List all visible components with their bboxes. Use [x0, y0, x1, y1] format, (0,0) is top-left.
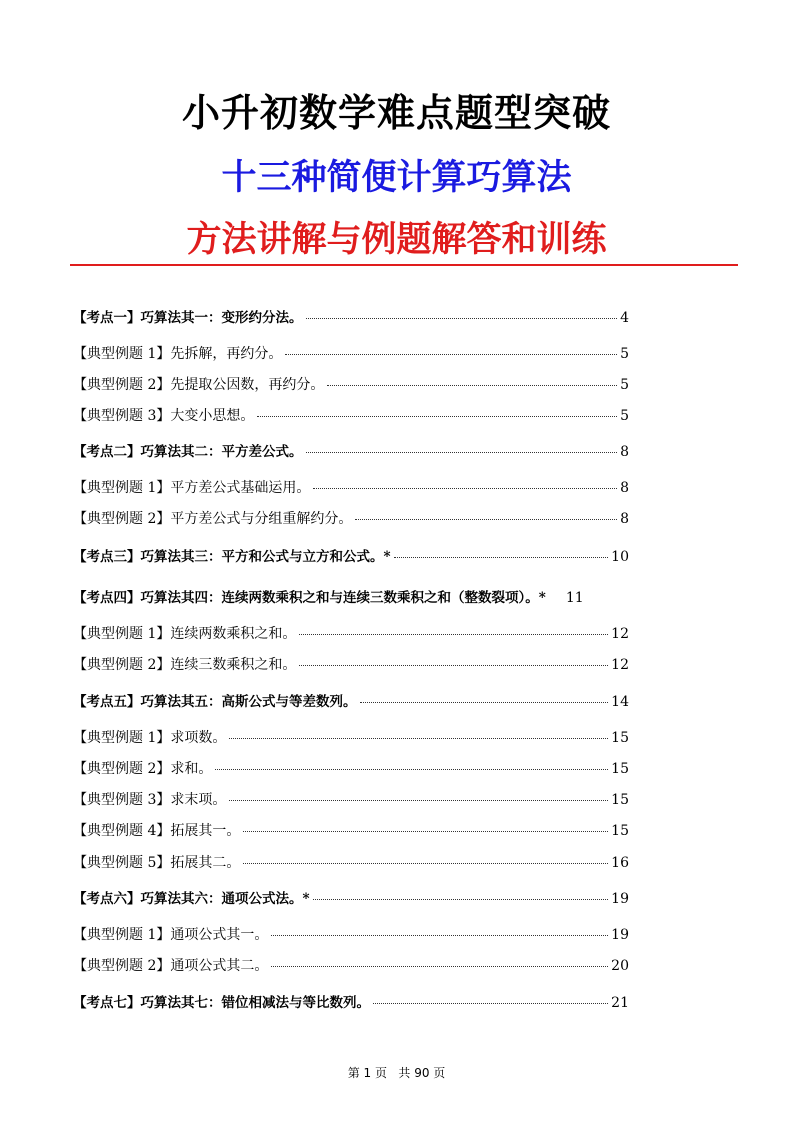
toc-entry-text: 【典型例题 4】拓展其一。 [73, 823, 241, 839]
toc-page-number: 8 [620, 444, 629, 460]
toc-leader-dots [285, 354, 617, 355]
toc-entry-text: 【考点二】巧算法其二：平方差公式。 [73, 444, 303, 460]
toc-page-number: 21 [611, 995, 629, 1011]
toc-leader-dots [215, 769, 608, 770]
toc-page-number: 5 [620, 408, 629, 424]
toc-entry-text: 【典型例题 2】通项公式其二。 [73, 958, 269, 974]
toc-page-number: 15 [611, 823, 629, 839]
toc-leader-dots [257, 416, 617, 417]
toc-entry-text: 【考点一】巧算法其一：变形约分法。 [73, 310, 303, 326]
toc-entry[interactable] [73, 405, 629, 425]
toc-leader-dots [271, 935, 608, 936]
toc-page-number: 12 [611, 657, 629, 673]
toc-page-number: 8 [620, 511, 629, 527]
toc-entry-text: 【典型例题 1】求项数。 [73, 730, 227, 746]
toc-leader-dots [306, 318, 618, 319]
toc-page-number: 8 [620, 480, 629, 496]
toc-entry-text: 【典型例题 3】大变小思想。 [73, 408, 255, 424]
toc-leader-dots [271, 966, 608, 967]
page-title: 小升初数学难点题型突破 [181, 91, 611, 135]
toc-entry-text: 【典型例题 2】先提取公因数，再约分。 [73, 377, 325, 393]
toc-entry-text: 【考点七】巧算法其七：错位相减法与等比数列。 [73, 995, 370, 1011]
toc-entry[interactable] [73, 955, 629, 975]
toc-entry[interactable] [73, 690, 629, 710]
toc-entry-text: 【考点三】巧算法其三：平方和公式与立方和公式。* [73, 549, 391, 565]
toc-entry-text: 【考点五】巧算法其五：高斯公式与等差数列。 [73, 694, 357, 710]
toc-entry-text: 【典型例题 5】拓展其二。 [73, 855, 241, 871]
toc-leader-dots [360, 702, 609, 703]
toc-entry-text: 【考点六】巧算法其六：通项公式法。* [73, 891, 310, 907]
toc-leader-dots [229, 800, 608, 801]
toc-page-number: 11 [565, 590, 584, 606]
toc-page-number: 19 [611, 927, 629, 943]
toc-page-number: 15 [611, 730, 629, 746]
toc-leader-dots [299, 634, 608, 635]
toc-entry[interactable] [73, 991, 629, 1011]
toc-leader-dots [229, 738, 608, 739]
page-subtitle: 十三种简便计算巧算法 [221, 158, 572, 198]
toc-entry[interactable] [73, 545, 629, 565]
toc-entry-text: 【典型例题 1】平方差公式基础运用。 [73, 480, 311, 496]
toc-leader-dots [313, 899, 609, 900]
toc-page-number: 12 [611, 626, 629, 642]
toc-page-number: 16 [611, 855, 629, 871]
toc-entry-text: 【典型例题 1】连续两数乘积之和。 [73, 626, 297, 642]
toc-leader-dots [243, 831, 608, 832]
toc-leader-dots [394, 557, 609, 558]
toc-entry[interactable] [73, 654, 629, 674]
toc-leader-dots [355, 519, 617, 520]
toc-entry[interactable] [73, 758, 629, 778]
toc-entry[interactable] [73, 789, 629, 809]
toc-entry[interactable] [73, 924, 629, 944]
toc-entry[interactable] [73, 820, 629, 840]
toc-entry[interactable] [73, 343, 629, 363]
toc-page-number: 14 [611, 694, 629, 710]
toc-leader-dots [327, 385, 617, 386]
toc-entry[interactable] [73, 586, 693, 606]
toc-page-number: 15 [611, 761, 629, 777]
toc-leader-dots [243, 863, 608, 864]
toc-entry-text: 【典型例题 1】先拆解，再约分。 [73, 346, 283, 362]
toc-leader-dots [313, 488, 617, 489]
toc-entry[interactable] [73, 374, 629, 394]
toc-leader-dots [306, 452, 618, 453]
toc-page-number: 5 [620, 346, 629, 362]
toc-entry-text: 【典型例题 1】通项公式其一。 [73, 927, 269, 943]
toc-leader-dots [373, 1003, 608, 1004]
toc-entry[interactable] [73, 508, 629, 528]
toc-entry[interactable] [73, 306, 629, 326]
toc-page-number: 19 [611, 891, 629, 907]
toc-entry[interactable] [73, 887, 629, 907]
title-divider [70, 264, 738, 266]
toc-entry[interactable] [73, 852, 629, 872]
toc-page-number: 4 [620, 310, 629, 326]
toc-entry-text: 【典型例题 3】求末项。 [73, 792, 227, 808]
toc-entry-text: 【典型例题 2】求和。 [73, 761, 213, 777]
toc-entry-text: 【典型例题 2】平方差公式与分组重解约分。 [73, 511, 353, 527]
toc-entry[interactable] [73, 440, 629, 460]
toc-page-number: 5 [620, 377, 629, 393]
toc-page-number: 10 [611, 549, 629, 565]
toc-entry-text: 【典型例题 2】连续三数乘积之和。 [73, 657, 297, 673]
toc-entry-text: 【考点四】巧算法其四：连续两数乘积之和与连续三数乘积之和（整数裂项）。* [73, 590, 546, 606]
toc-page-number: 15 [611, 792, 629, 808]
toc-entry[interactable] [73, 477, 629, 497]
toc-page-number: 20 [611, 958, 629, 974]
page-subtitle-secondary: 方法讲解与例题解答和训练 [186, 220, 607, 260]
toc-entry[interactable] [73, 727, 629, 747]
toc-leader-dots [299, 665, 608, 666]
toc-entry[interactable] [73, 623, 629, 643]
page-footer: 第 1 页 共 90 页 [347, 1066, 446, 1080]
